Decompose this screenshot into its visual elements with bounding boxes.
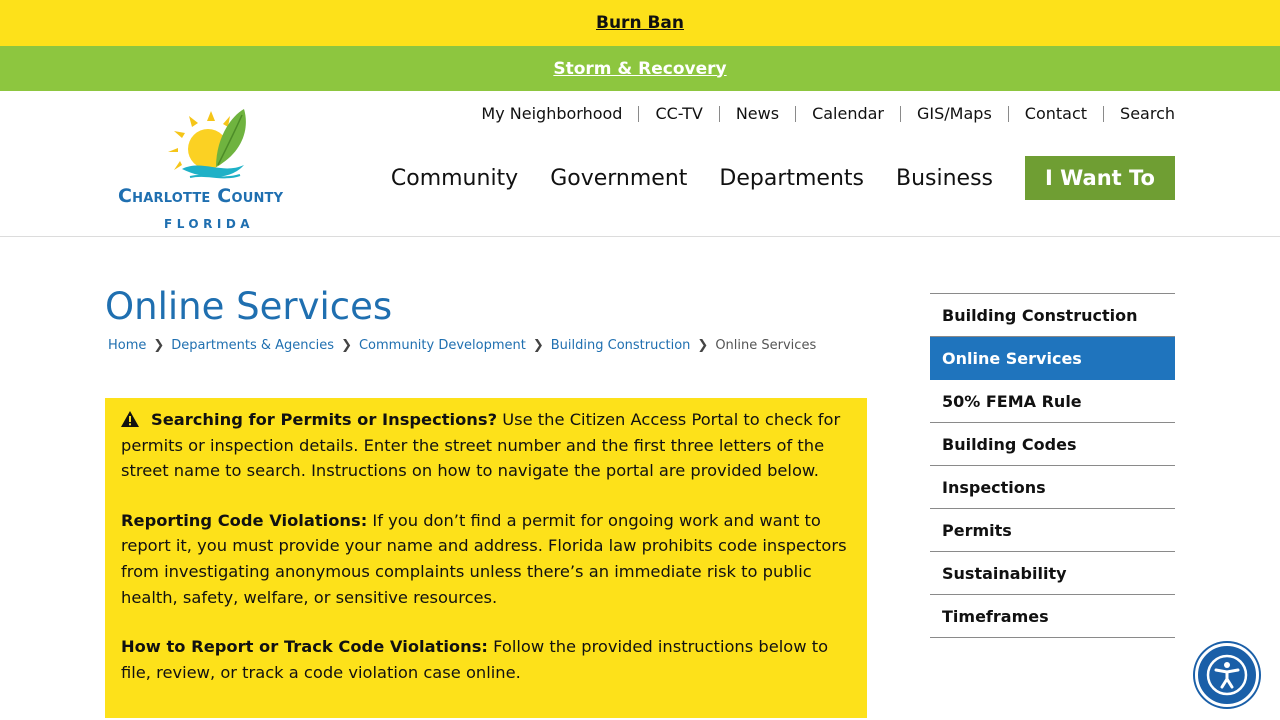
utility-my-neighborhood[interactable]: My Neighborhood: [481, 104, 623, 123]
notice-track-body: Follow the provided instructions below to file, review, or track a code violation case online.: [121, 637, 829, 682]
breadcrumb: [108, 338, 816, 353]
side-nav-online-services[interactable]: Online Services: [930, 337, 1175, 380]
chevron-right-icon: ❯: [153, 338, 165, 353]
breadcrumb-current: Online Services: [715, 338, 817, 353]
nav-community[interactable]: Community: [390, 165, 519, 191]
side-nav-inspections[interactable]: Inspections: [930, 466, 1175, 509]
nav-government[interactable]: Government: [550, 165, 688, 191]
side-nav: [930, 293, 1175, 638]
side-nav-timeframes[interactable]: Timeframes: [930, 595, 1175, 638]
burn-ban-banner: [0, 0, 1280, 46]
utility-search[interactable]: Search: [1103, 106, 1175, 122]
utility-nav: [481, 104, 1175, 124]
chevron-right-icon: ❯: [532, 338, 544, 353]
notice-track-title: How to Report or Track Code Violations:: [121, 637, 488, 657]
logo-name: Charlotte County: [118, 185, 284, 207]
breadcrumb-community-development[interactable]: Community Development: [358, 338, 526, 353]
i-want-to-button[interactable]: I Want To: [1025, 156, 1175, 200]
notice-reporting-title: Reporting Code Violations:: [121, 510, 368, 530]
page-title: Online Services: [105, 285, 393, 328]
utility-news[interactable]: News: [719, 106, 795, 122]
notice-permits-body: Use the Citizen Access Portal to check for permits or inspection details. Enter the street number and the first three letters of the street name to search. Instructions on how to navigate the portal are provided below.: [121, 410, 841, 481]
logo-state: FLORIDA: [164, 217, 255, 231]
notice-permits: [121, 407, 851, 484]
side-nav-permits[interactable]: Permits: [930, 509, 1175, 552]
accessibility-button[interactable]: [1195, 643, 1259, 707]
accessibility-icon: [1205, 653, 1249, 697]
nav-departments[interactable]: Departments: [719, 165, 864, 191]
side-nav-building-codes[interactable]: Building Codes: [930, 423, 1175, 466]
side-nav-sustainability[interactable]: Sustainability: [930, 552, 1175, 595]
chevron-right-icon: ❯: [697, 338, 709, 353]
notice-box: [105, 398, 867, 718]
breadcrumb-home[interactable]: Home: [108, 338, 147, 353]
notice-track: [121, 634, 851, 685]
notice-permits-title: Searching for Permits or Inspections?: [151, 410, 498, 429]
side-nav-building-construction[interactable]: Building Construction: [930, 294, 1175, 337]
nav-business[interactable]: Business: [896, 165, 994, 191]
burn-ban-link[interactable]: Burn Ban: [596, 13, 684, 33]
site-header: [0, 91, 1280, 237]
breadcrumb-building-construction[interactable]: Building Construction: [550, 338, 691, 353]
utility-calendar[interactable]: Calendar: [795, 106, 900, 122]
breadcrumb-departments[interactable]: Departments & Agencies: [171, 338, 335, 353]
utility-contact[interactable]: Contact: [1008, 106, 1103, 122]
warning-icon: [121, 411, 139, 427]
chevron-right-icon: ❯: [341, 338, 352, 353]
storm-recovery-link[interactable]: Storm & Recovery: [553, 58, 727, 79]
main-nav: [359, 156, 1175, 200]
utility-cc-tv[interactable]: CC-TV: [638, 106, 718, 122]
notice-reporting-body: If you don’t find a permit for ongoing work and want to report it, you must provide your name and address. Florida law prohibits code inspectors from investigating anonymous complaints unless there’s an immediate risk to public health, safety, welfare, or sensitive resources.: [121, 510, 847, 607]
storm-recovery-banner: [0, 46, 1280, 91]
notice-reporting: [121, 508, 851, 610]
side-nav-fema-rule[interactable]: 50% FEMA Rule: [930, 380, 1175, 423]
utility-gis-maps[interactable]: GIS/Maps: [900, 106, 1008, 122]
charlotte-county-logo[interactable]: [112, 107, 312, 231]
